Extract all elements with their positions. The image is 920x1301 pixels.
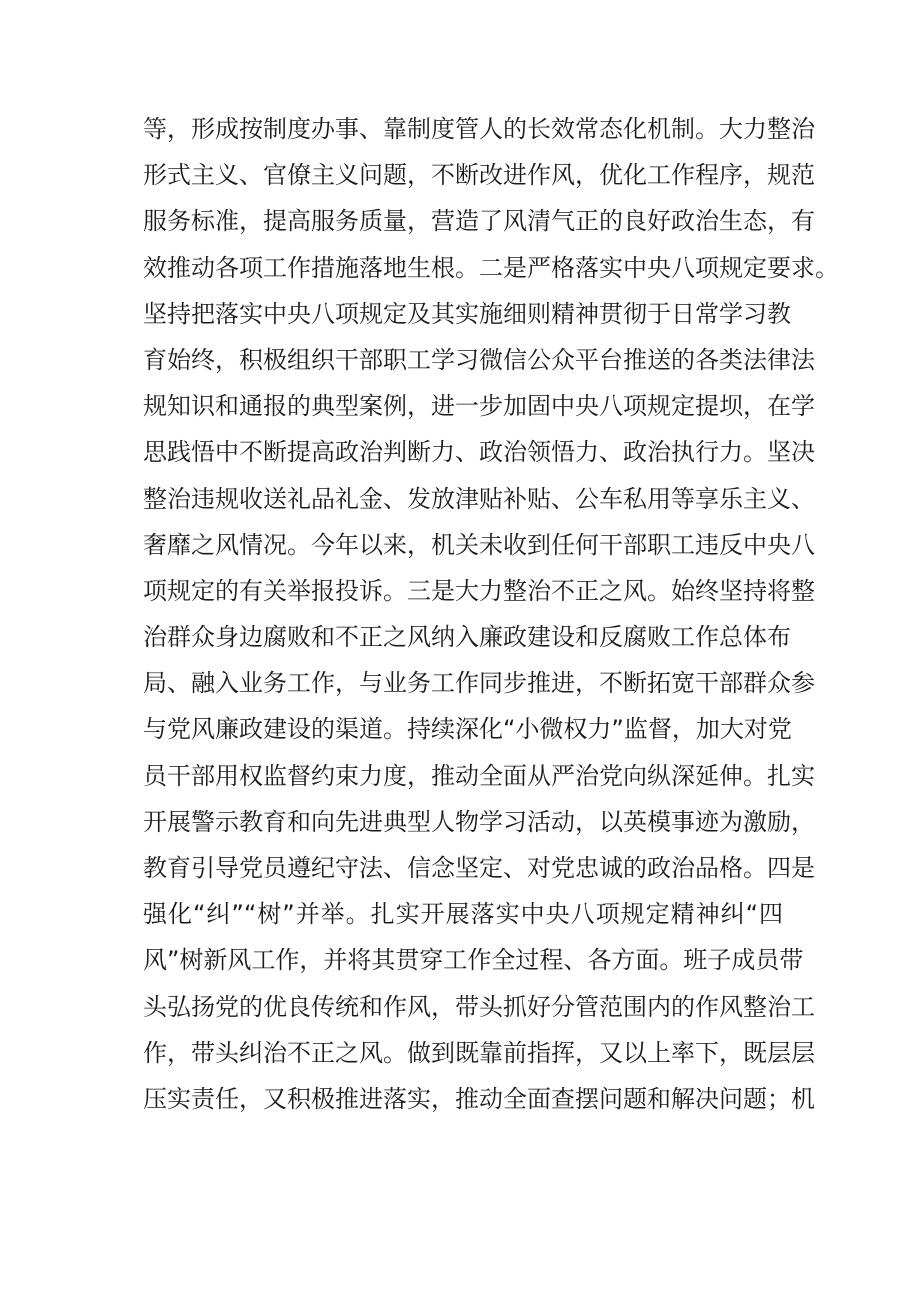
text-line: 育始终，积极组织干部职工学习微信公众平台推送的各类法律法: [143, 345, 815, 374]
text-line: 头弘扬党的优良传统和作风，带头抓好分管范围内的作风整治工: [143, 992, 815, 1021]
text-line: 规知识和通报的典型案例，进一步加固中央八项规定提坝，在学: [143, 392, 815, 421]
text-line: 教育引导党员遵纪守法、信念坚定、对党忠诚的政治品格。四是: [143, 854, 815, 882]
text-line: 服务标准，提高服务质量，营造了风清气正的良好政治生态，有: [143, 207, 815, 236]
text-line: 整治违规收送礼品礼金、发放津贴补贴、公车私用等享乐主义、: [143, 484, 815, 513]
text-line: 压实责任，又积极推进落实，推动全面查摆问题和解决问题；机: [143, 1084, 815, 1113]
text-line: 强化“纠”“树”并举。扎实开展落实中央八项规定精神纠“四: [143, 900, 783, 929]
text-line: 与党风廉政建设的渠道。持续深化“小微权力”监督，加大对党: [143, 715, 792, 744]
text-line: 思践悟中不断提高政治判断力、政治领悟力、政治执行力。坚决: [143, 438, 815, 467]
text-line: 等，形成按制度办事、靠制度管人的长效常态化机制。大力整治: [143, 115, 815, 143]
text-line: 员干部用权监督约束力度，推动全面从严治党向纵深延伸。扎实: [143, 761, 815, 790]
text-line: 局、融入业务工作，与业务工作同步推进，不断拓宽干部群众参: [143, 669, 815, 698]
text-line: 效推动各项工作措施落地生根。二是严格落实中央八项规定要求。: [143, 253, 839, 282]
text-line: 风”树新风工作，并将其贯穿工作全过程、各方面。班子成员带: [143, 946, 804, 975]
text-line: 奢靡之风情况。今年以来，机关未收到任何干部职工违反中央八: [143, 530, 815, 559]
text-line: 坚持把落实中央八项规定及其实施细则精神贯彻于日常学习教: [143, 299, 791, 328]
text-line: 开展警示教育和向先进典型人物学习活动，以英模事迹为激励，: [143, 807, 815, 836]
text-line: 形式主义、官僚主义问题，不断改进作风，优化工作程序，规范: [143, 161, 815, 190]
text-line: 治群众身边腐败和不正之风纳入廉政建设和反腐败工作总体布: [143, 623, 791, 652]
text-line: 项规定的有关举报投诉。三是大力整治不正之风。始终坚持将整: [143, 576, 815, 605]
body-paragraph: [143, 106, 839, 1122]
text-line: 作，带头纠治不正之风。做到既靠前指挥，又以上率下，既层层: [143, 1038, 815, 1067]
